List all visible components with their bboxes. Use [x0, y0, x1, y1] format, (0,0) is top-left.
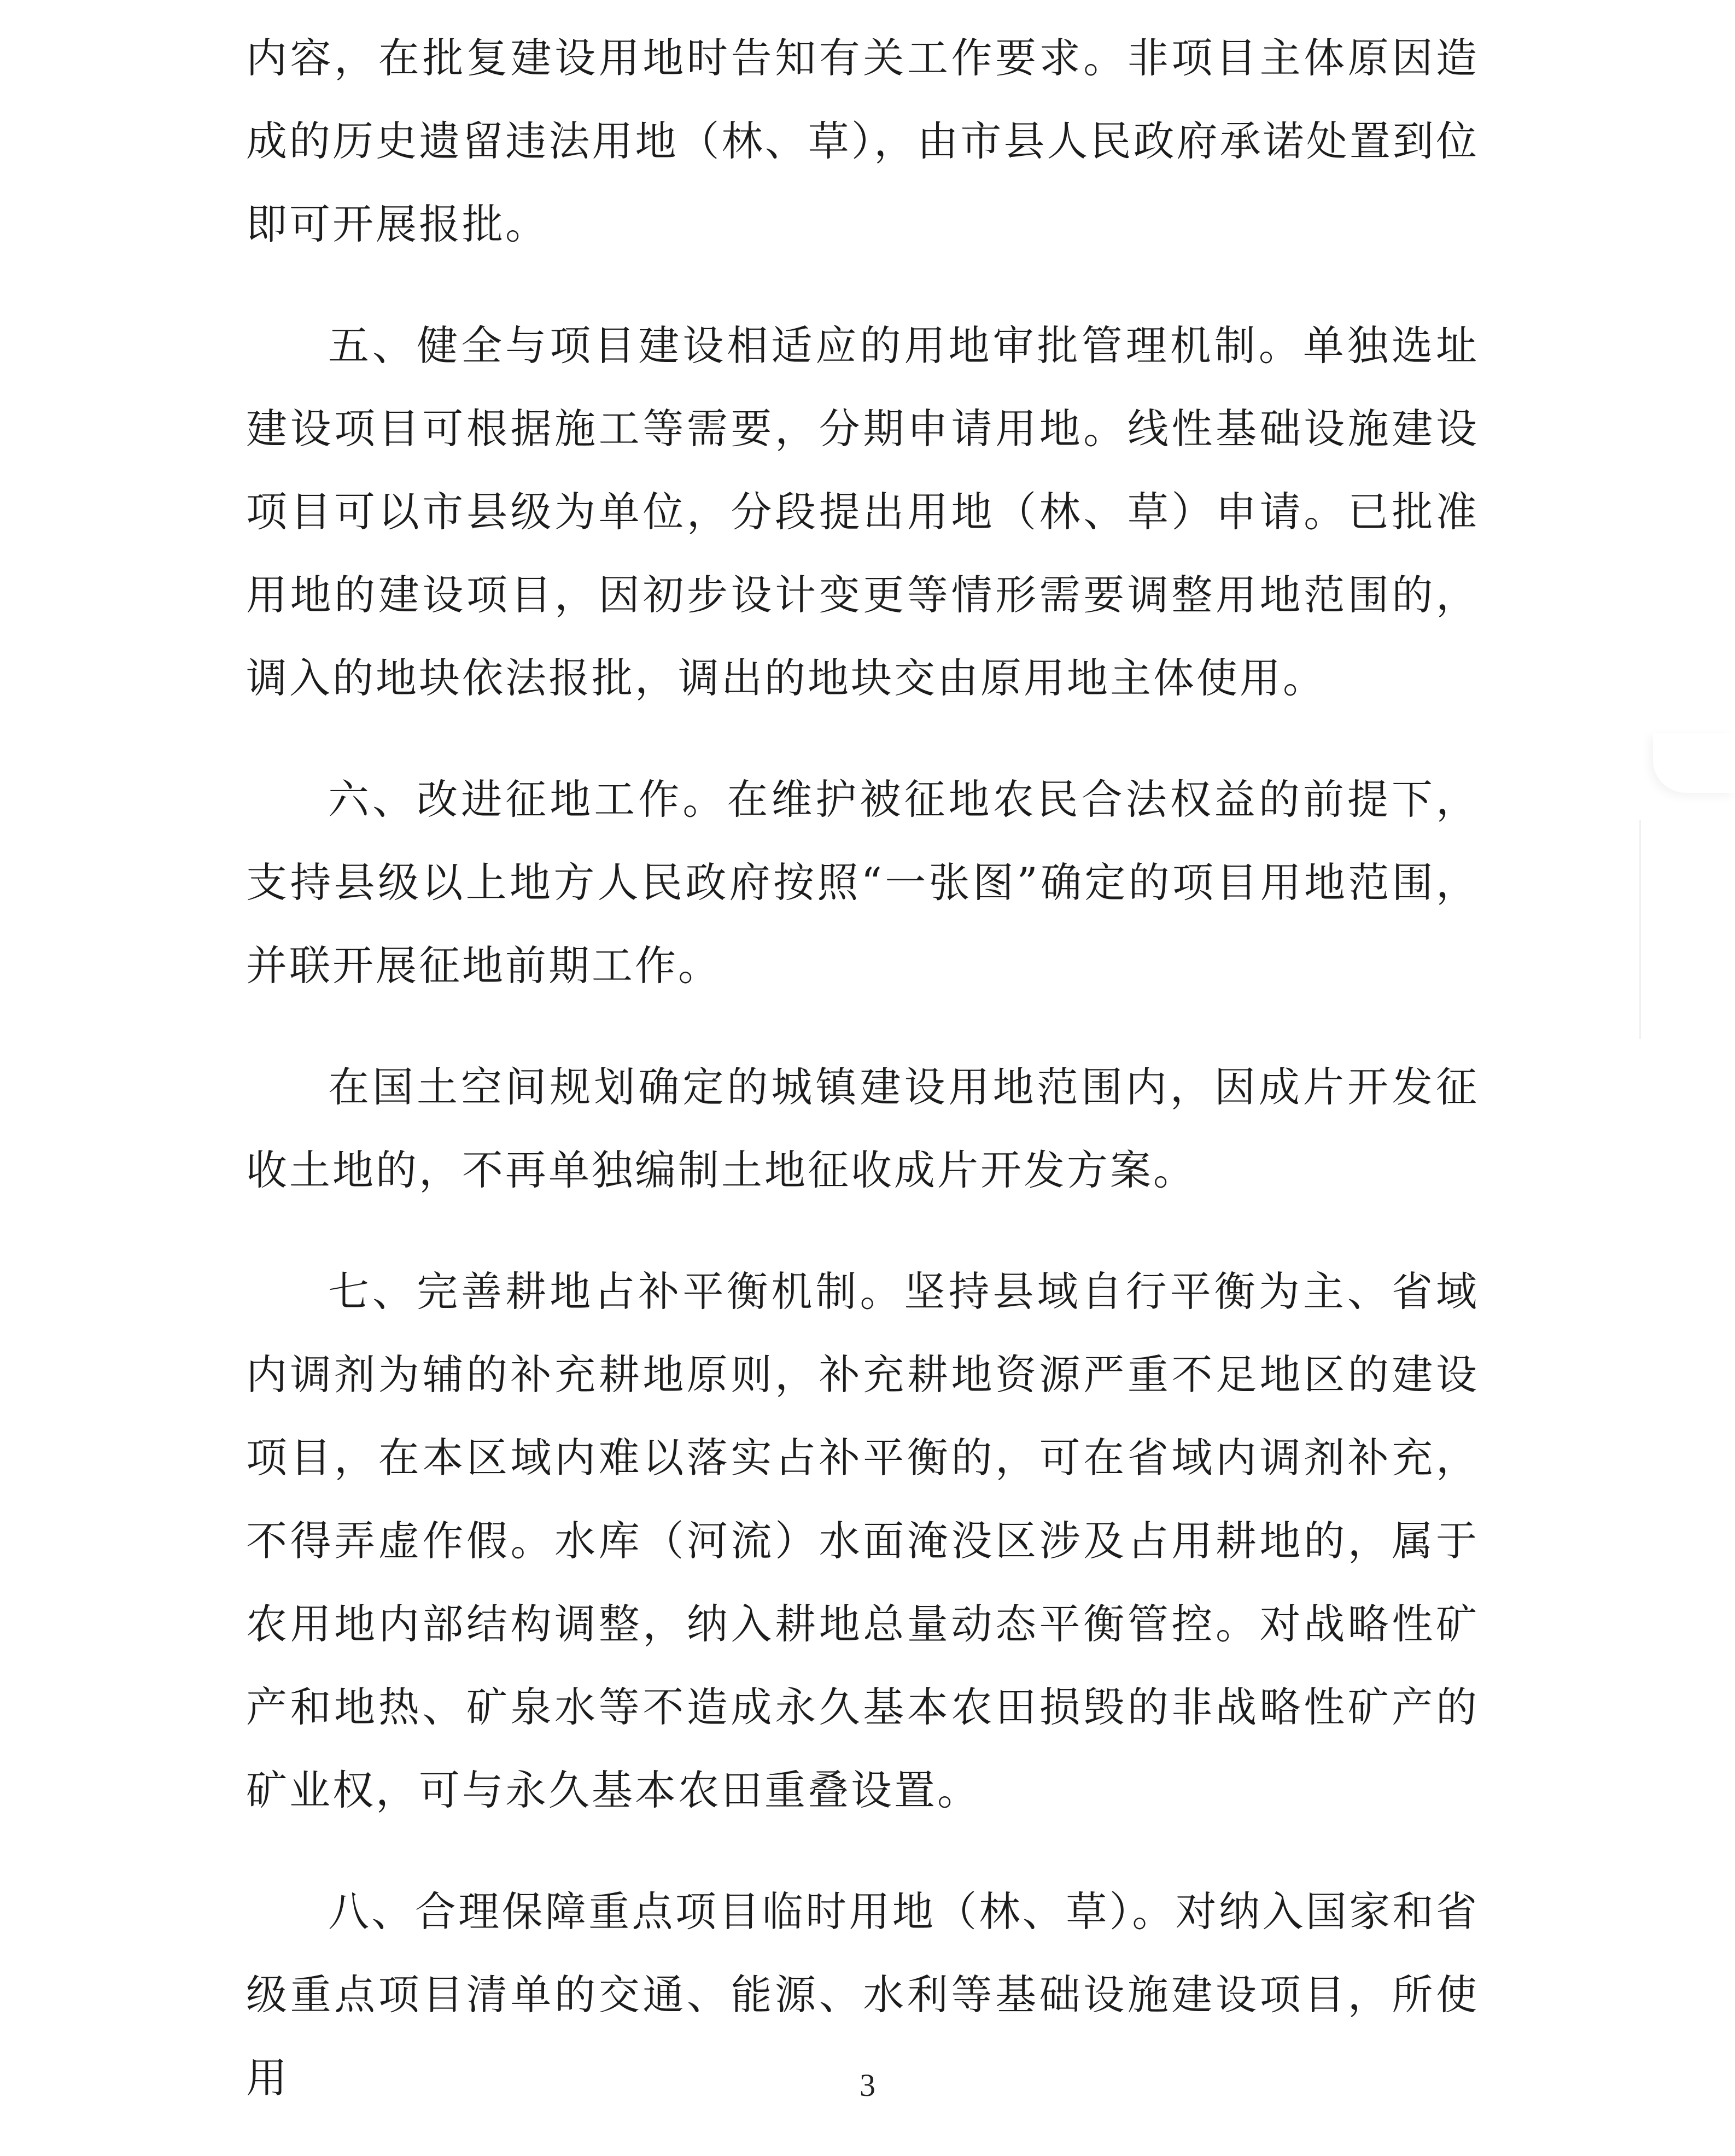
paragraph-gap [246, 1212, 1479, 1250]
paragraph-item-5: 五、健全与项目建设相适应的用地审批管理机制。单独选址建设项目可根据施工等需要，分期申请用地。线性基础设施建设项目可以市县级为单位，分段提出用地（林、草）申请。已批准用地的建设项目，因初步设计变更等情形需要调整用地范围的，调入的地块依法报批，调出的地块交由原用地主体使用。 [246, 322, 1479, 702]
paragraph-item-8: 八、合理保障重点项目临时用地（林、草）。对纳入国家和省级重点项目清单的交通、能源、水利等基础设施建设项目，所使用 [246, 1888, 1479, 2102]
paragraph-continuation: 内容，在批复建设用地时告知有关工作要求。非项目主体原因造成的历史遗留违法用地（林、草），由市县人民政府承诺处置到位即可开展报批。 [246, 34, 1479, 248]
paragraph-gap [246, 1832, 1479, 1870]
paragraph-item-6-supplement: 在国土空间规划确定的城镇建设用地范围内，因成片开发征收土地的，不再单独编制土地征收成片开发方案。 [246, 1063, 1479, 1194]
document-body [246, 16, 1479, 2119]
paragraph-gap [246, 1007, 1479, 1045]
paragraph-item-7: 七、完善耕地占补平衡机制。坚持县域自行平衡为主、省域内调剂为辅的补充耕地原则，补充耕地资源严重不足地区的建设项目，在本区域内难以落实占补平衡的，可在省域内调剂补充，不得弄虚作假。水库（河流）水面淹没区涉及占用耕地的，属于农用地内部结构调整，纳入耕地总量动态平衡管控。对战略性矿产和地热、矿泉水等不造成永久基本农田损毁的非战略性矿产的矿业权，可与永久基本农田重叠设置。 [246, 1267, 1479, 1814]
paragraph-gap [246, 266, 1479, 304]
paragraph-item-6: 六、改进征地工作。在维护被征地农民合法权益的前提下，支持县级以上地方人民政府按照“一张图”确定的项目用地范围，并联开展征地前期工作。 [246, 775, 1479, 990]
page-edge-shadow [1653, 733, 1735, 793]
scroll-edge-line [1639, 820, 1641, 1039]
page-number: 3 [860, 2067, 875, 2103]
paragraph-gap [246, 720, 1479, 758]
